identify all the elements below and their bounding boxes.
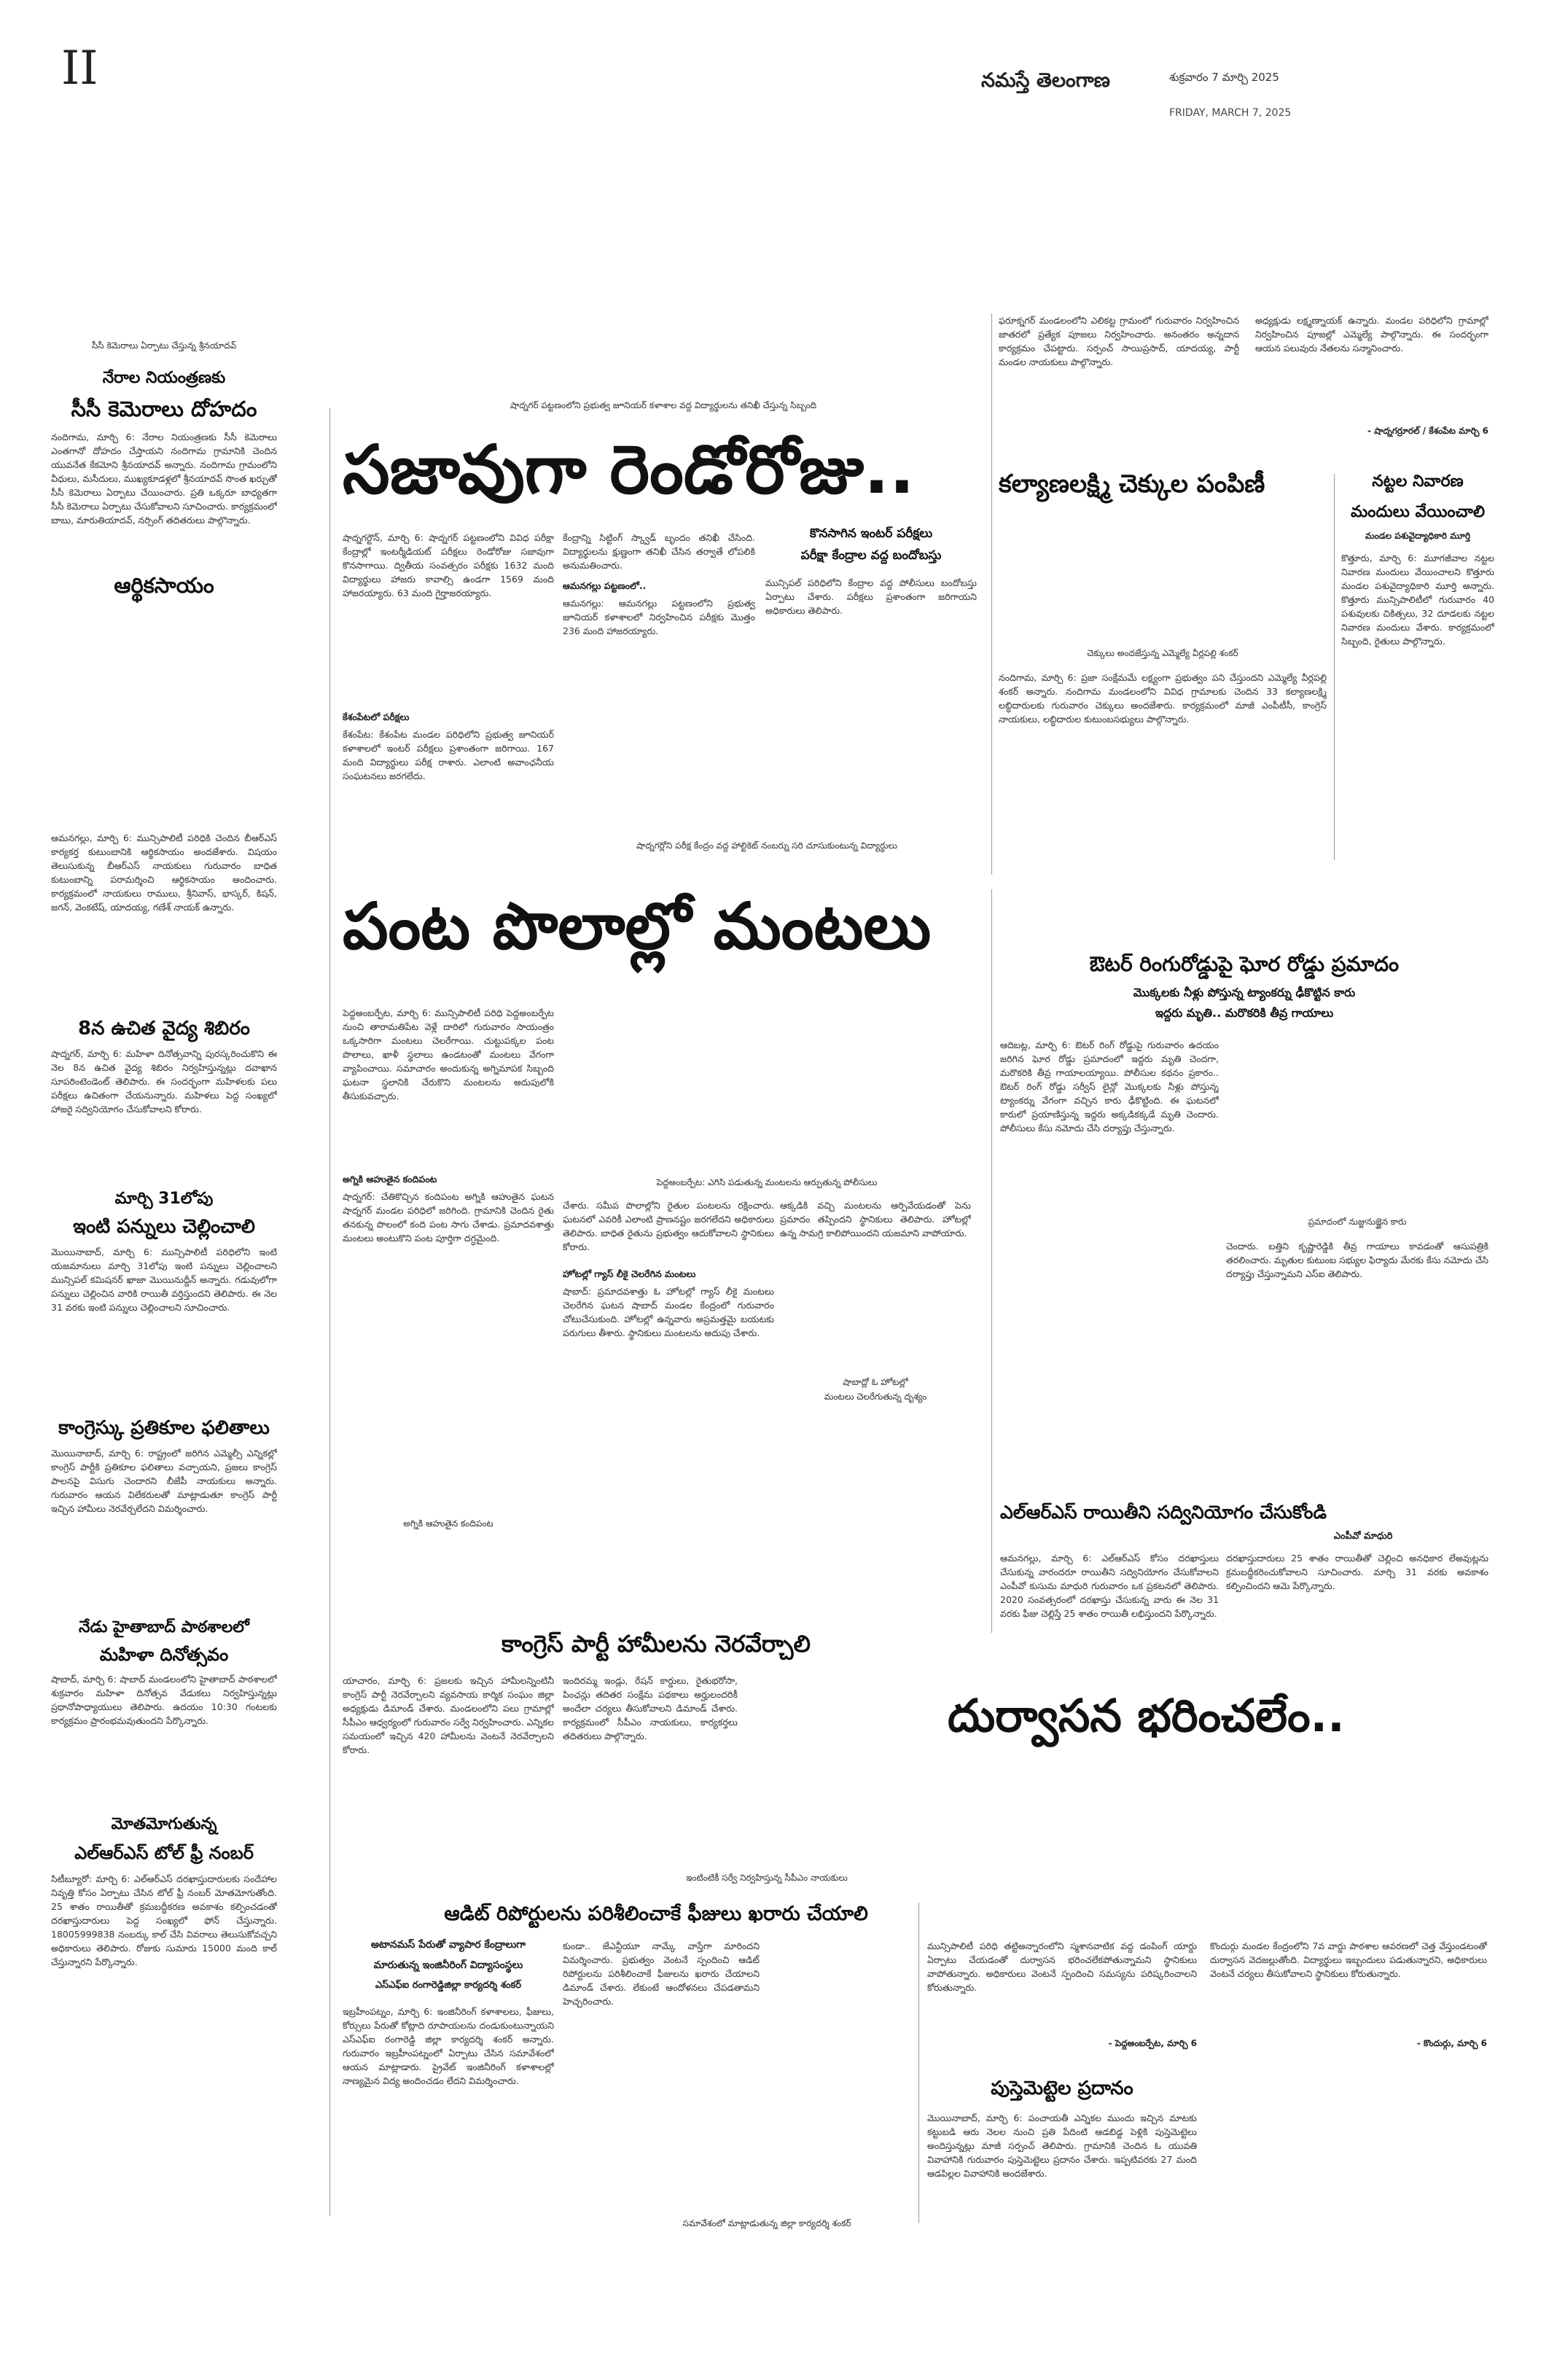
photo-caption: సమావేశంలో మాట్లాడుతున్న జిల్లా కార్యదర్శి శంకర్ [682, 2218, 851, 2228]
story-headline: ఆర్థికసాయం [114, 573, 214, 598]
story-body: నందిగామ, మార్చి 6: ప్రజా సంక్షేమమే లక్ష్యంగా ప్రభుత్వం పని చేస్తుందని ఎమ్మెల్యే వీర్లపల్లి శంకర్ అన్నారు. నందిగామ మండలంలోని వివిధ గ్రామాలకు చెందిన 33 కల్యాణలక్ష్మి లబ్ధిదారులకు గురువారం చెక్కులు అందజేశారు. కార్యక్రమంలో మాజీ ఎంపీటీసీ, కాంగ్రెస్ నాయకులు, లబ్ధిదారుల కుటుంబసభ్యులు పాల్గొన్నారు. [999, 672, 1327, 725]
story-subhead: ఎంపీవో మాధురి [1333, 1531, 1393, 1542]
story-body: మొయినాబాద్, మార్చి 6: మున్సిపాలిటీ పరిధిలోని ఇంటి యజమానులు మార్చి 31లోపు ఇంటి పన్నులు చెల్లించాలని మున్సిపల్ కమిషనర్ ఖాజా మొయినుద్దీన్ అన్నారు. గడువులోగా పన్నులు చెల్లించిన వారికి రాయితీ వర్తిస్తుందని తెలిపారు. ఈ నెల 31 వరకు ఇంటి పన్నులు చెల్లించాలని సూచించారు. [51, 1246, 277, 1313]
column-divider [991, 889, 992, 1633]
story-subhead: ఆమనగల్లు పట్టణంలో.. [563, 580, 647, 591]
story-kicker: నేడు హైతాబాద్ పాఠశాలలో [79, 1618, 249, 1636]
story-subhead: అటానమస్ పేరుతో వ్యాపార కేంద్రాలుగా [370, 1939, 526, 1951]
story-body: పెద్దఅంబర్పేట, మార్చి 6: మున్సిపాలిటీ పరిధి పెద్దఅంబర్పేట నుంచి తారామతిపేట వెళ్లే దారిలో గురువారం సాయంత్రం ఒక్కసారిగా మంటలు చెలరేగాయి. చుట్టుపక్కల పంట పొలాలు, ఖాళీ స్థలాలు ఉండటంతో మంటలు వేగంగా వ్యాపించాయి. సమాచారం అందుకున్న అగ్నిమాపక సిబ్బంది ఘటనా స్థలానికి చేరుకొని మంటలను అదుపులోకి తీసుకువచ్చారు. [343, 1007, 554, 1101]
story-headline: కాంగ్రెస్కు ప్రతికూల ఫలితాలు [58, 1417, 270, 1439]
photo-caption: సీసీ కెమెరాలు ఏర్పాటు చేస్తున్న శ్రీనయాదవ్ [91, 340, 237, 351]
story-body: ఫరూక్నగర్ మండలంలోని ఎలికట్ట గ్రామంలో గురువారం నిర్వహించిన జాతరలో ప్రత్యేక పూజలు నిర్వహించారు. అనంతరం అన్నదాన కార్యక్రమం చేపట్టారు. సర్పంచ్ సాయిప్రసాద్, యాదయ్య, పార్టీ మండల నాయకులు పాల్గొన్నారు. [999, 315, 1239, 367]
story-body: మొయినాబాద్, మార్చి 6: పంచాయతీ ఎన్నికల ముందు ఇచ్చిన మాటకు కట్టుబడి ఆరు నెలల నుంచి ప్రతి పేదింటి ఆడబిడ్డ పెళ్లికి పుస్తెమెట్టెలు అందిస్తున్నట్లు మాజీ సర్పంచ్ తెలిపారు. గ్రామానికి చెందిన ఓ యువతి వివాహానికి గురువారం పుస్తెమెట్టెలు ప్రదానం చేశారు. ఇప్పటివరకు 27 మంది ఆడపిల్లల వివాహానికి అందజేశారు. [927, 2112, 1197, 2179]
story-subhead: ఎస్ఎఫ్ఐ రంగారెడ్డిజిల్లా కార్యదర్శి శంకర్ [375, 1980, 522, 1991]
news-photo [563, 649, 971, 831]
main-headline: దుర్వాసన భరించలేం.. [948, 1689, 1345, 1742]
photo-caption: చెక్కులు అందజేస్తున్న ఎమ్మెల్యే వీర్లపల్లి శంకర్ [1087, 648, 1238, 658]
photo-caption: షాద్నగర్లోని పరీక్ష కేంద్రం వద్ద హాల్టికెట్ నంబర్ను సరి చూసుకుంటున్న విద్యార్థులు [636, 840, 898, 851]
story-subhead: అగ్నికి ఆహుతైన కందిపంట [343, 1174, 437, 1185]
story-body: ఇబ్రహీంపట్నం, మార్చి 6: ఇంజినీరింగ్ కళాశాలలు, ఫీజులు, కోర్సులు పేరుతో కోట్లాది రూపాయలను దండుకుంటున్నాయని ఎస్ఎఫ్ఐ రంగారెడ్డి జిల్లా కార్యదర్శి శంకర్ అన్నారు. గురువారం ఇబ్రహీంపట్నంలో ఏర్పాటు చేసిన సమావేశంలో ఆయన మాట్లాడారు. ప్రైవేట్ ఇంజినీరింగ్ కళాశాలల్లో నాణ్యమైన విద్య అందించడం లేదని విమర్శించారు. [343, 2006, 554, 2086]
news-photo [780, 1271, 971, 1373]
side-headline: కొనసాగిన ఇంటర్ పరీక్షలు [809, 526, 933, 541]
story-body: షాద్నగర్, మార్చి 6: మహిళా దినోత్సవాన్ని పురస్కరించుకొని ఈ నెల 8న ఉచిత వైద్య శిబిరం నిర్వహిస్తున్నట్లు దవాఖాన సూపరింటెండెంట్ తెలిపారు. ఈ సందర్భంగా మహిళలకు పలు పరీక్షలు ఉచితంగా చేయనున్నారు. మహిళలు పెద్ద సంఖ్యలో హాజరై సద్వినియోగం చేసుకోవాలని కోరారు. [51, 1048, 277, 1115]
story-body: ఆదిబట్ల, మార్చి 6: ఔటర్ రింగ్ రోడ్డుపై గురువారం ఉదయం జరిగిన ఘోర రోడ్డు ప్రమాదంలో ఇద్దరు మృతి చెందగా, మరొకరికి తీవ్ర గాయాలయ్యాయి. పోలీసుల కథనం ప్రకారం.. ఔటర్ రింగ్ రోడ్డు సర్వీస్ లైన్లో మొక్కలకు నీళ్లు పోస్తున్న ట్యాంకర్ను వేగంగా వచ్చిన కారు ఢీకొట్టింది. ఈ ఘటనలో కారులో ప్రయాణిస్తున్న ఇద్దరు అక్కడికక్కడే మృతి చెందారు. పోలీసులు కేసు నమోదు చేసి దర్యాప్తు చేస్తున్నారు. [1000, 1039, 1219, 1134]
story-headline: పుస్తెమెట్టెల ప్రదానం [991, 2077, 1133, 2099]
photo-caption: పెద్దఅంబర్పేట: ఎగిసి పడుతున్న మంటలను ఆర్పుతున్న పోలీసులు [656, 1177, 878, 1187]
date-english: FRIDAY, MARCH 7, 2025 [1169, 107, 1292, 119]
news-photo [999, 510, 1327, 634]
story-headline: మహిళా దినోత్సవం [99, 1644, 229, 1665]
story-body: నందిగామ, మార్చి 6: నేరాల నియంత్రణకు సీసీ కెమెరాలు ఎంతగానో దోహదం చేస్తాయని నందిగామ గ్రామానికి చెందిన యువనేత కేకమోని శ్రీనయాదవ్ అన్నారు. నందిగామ గ్రామంలోని వీధులు, మసీదులు, ముఖ్యకూడళ్లలో శ్రీనయాదవ్ సొంత ఖర్చుతో సీసీ కెమెరాలు ఏర్పాటు చేయించారు. ప్రతి ఒక్కరూ బాధ్యతగా సీసీ కెమెరాలు ఏర్పాటు చేసుకోవాలని సూచించారు. కార్యక్రమంలో బాబు, మారుతియాదవ్, నర్సింగ్ తదితరులు పాల్గొన్నారు. [51, 432, 277, 526]
masthead-logo: నమస్తే తెలంగాణ [981, 69, 1110, 92]
story-headline: ఔటర్ రింగురోడ్డుపై ఘోర రోడ్డు ప్రమాదం [1089, 952, 1400, 976]
news-photo [343, 1276, 554, 1494]
photo-caption: ప్రమాదంలో నుజ్జునుజ్జైన కారు [1308, 1217, 1407, 1227]
story-body: చెందారు. బత్తిని కృష్ణారెడ్డికి తీవ్ర గాయాలు కావడంతో ఆసుపత్రికి తరలించారు. మృతుల కుటుంబ సభ్యుల ఫిర్యాదు మేరకు కేసు నమోదు చేసి దర్యాప్తు చేస్తున్నామని ఎస్ఐ తెలిపారు. [1226, 1241, 1488, 1279]
byline: - పెద్దఅంబర్పేట, మార్చి 6 [1108, 2038, 1197, 2048]
news-photo [948, 1757, 1487, 1932]
story-body: యాచారం, మార్చి 6: ప్రజలకు ఇచ్చిన హామీలన్నింటినీ కాంగ్రెస్ పార్టీ నెరవేర్చాలని వ్యవసాయ కార్మిక సంఘం జిల్లా అధ్యక్షుడు డిమాండ్ చేశారు. మండలంలోని పలు గ్రామాల్లో సీపీఎం ఆధ్వర్యంలో గురువారం సర్వే నిర్వహించారు. ఎన్నికల సమయంలో ఇచ్చిన 420 హామీలను వెంటనే నెరవేర్చాలని కోరారు. [343, 1675, 554, 1755]
story-subhead: ఇద్దరు మృతి.. మరొకరికి తీవ్ర గాయాలు [1155, 1006, 1334, 1020]
side-headline: పరీక్షా కేంద్రాల వద్ద బందోబస్తు [800, 548, 942, 563]
column-divider [329, 408, 330, 2216]
story-subhead: మండల పశువైద్యాధికారి మూర్తి [1365, 531, 1471, 541]
news-photo [1210, 2077, 1487, 2223]
story-body: షాబాద్, మార్చి 6: షాబాద్ మండలంలోని హైతాబాద్ పాఠశాలలో శుక్రవారం మహిళా దినోత్సవ వేడుకలు నిర్వహిస్తున్నట్లు ప్రధానోపాధ్యాయులు తెలిపారు. ఉదయం 10:30 గంటలకు కార్యక్రమం ప్రారంభమవుతుందని పేర్కొన్నారు. [51, 1674, 277, 1726]
photo-caption: షాద్నగర్ పట్టణంలోని ప్రభుత్వ జూనియర్ కళాశాల వద్ద విద్యార్థులను తనిఖీ చేస్తున్న సిబ్బంది [510, 400, 817, 410]
story-body: కుండా.. జేఎన్టీయూ నామ్కే వాస్తేగా మారిందని విమర్శించారు. ప్రభుత్వం వెంటనే స్పందించి ఆడిట్ రిపోర్టులను పరిశీలించాకే ఫీజులను ఖరారు చేయాలని డిమాండ్ చేశారు. లేకుంటే ఆందోళనలు చేపడతామని హెచ్చరించారు. [563, 1940, 760, 2007]
story-headline: ఆడిట్ రిపోర్టులను పరిశీలించాకే ఫీజులు ఖరారు చేయాలి [444, 1903, 868, 1925]
story-headline: కల్యాణలక్ష్మి చెక్కుల పంపిణీ [999, 469, 1265, 499]
story-body: చేశారు. సమీప పొలాల్లోని రైతుల పంటలను రక్షించారు. ఘటనలో ఎవరికీ ఎలాంటి ప్రాణనష్టం జరగలేదని అధికారులు తెలిపారు. బాధిత రైతును ప్రభుత్వం ఆదుకోవాలని స్థానికులు కోరారు. [563, 1200, 774, 1252]
page-number: II [61, 42, 98, 95]
story-kicker: మార్చి 31లోపు [114, 1190, 214, 1208]
story-body: ఆక్కడికి వచ్చి మంటలను ఆర్పివేయడంతో పెను ప్రమాదం తప్పిందని స్థానికులు తెలిపారు. హోటల్లో ఉన్న సామగ్రి కాలిపోయిందని యజమాని వాపోయారు. [780, 1200, 971, 1238]
news-photo [563, 2063, 971, 2201]
story-headline: సీసీ కెమెరాలు దోహదం [71, 397, 257, 421]
story-body: మున్సిపల్ పరిధిలోని కేంద్రాల వద్ద పోలీసులు బందోబస్తు ఏర్పాటు చేశారు. పరీక్షలు ప్రశాంతంగా జరిగాయని అధికారులు తెలిపారు. [765, 577, 977, 616]
story-body: సిటీబ్యూరో: మార్చి 6: ఎల్ఆర్ఎస్ దరఖాస్తుదారులకు సందేహాల నివృత్తి కోసం ఏర్పాటు చేసిన టోల్ ఫ్రీ నంబర్ మోతమోగుతోంది. 25 శాతం రాయితీతో క్రమబద్ధీకరణ అవకాశం కల్పించడంతో దరఖాస్తుదారులు పెద్ద సంఖ్యలో ఫోన్ చేస్తున్నారు. 18005999838 నంబర్కు కాల్ చేసి వివరాలు తెలుసుకోవచ్చని అధికారులు తెలిపారు. రోజుకు సుమారు 15000 మంది కాల్ చేస్తున్నారని పేర్కొన్నారు. [51, 1873, 277, 1967]
story-subhead: హోటల్లో గ్యాస్ లీకై చెలరేగిన మంటలు [563, 1268, 696, 1279]
story-body: షాద్నగర్టౌన్, మార్చి 6: షాద్నగర్ పట్టణంలోని వివిధ పరీక్షా కేంద్రాల్లో ఇంటర్మీడియట్ పరీక్షలు రెండోరోజు సజావుగా కొనసాగాయి. ద్వితీయ సంవత్సరం పరీక్షకు 1632 మంది విద్యార్థులు హాజరు కావాల్సి ఉండగా 1569 మంది హాజరయ్యారు. 63 మంది గైర్హాజరయ్యారు. [343, 532, 554, 598]
column-divider [918, 1903, 919, 2223]
story-body: కొత్తూరు, మార్చి 6: మూగజీవాల నట్టల నివారణ మందులు వేయించాలని కొత్తూరు మండల పశువైద్యాధికారి మూర్తి అన్నారు. కొత్తూరు మున్సిపాలిటీలో గురువారం 40 పశువులకు చికిత్సలు, 32 దూడలకు నట్టల నివారణ మందులు వేశారు. కార్యక్రమంలో సిబ్బంది, రైతులు పాల్గొన్నారు. [1341, 553, 1494, 647]
story-subhead: మొక్కలకు నీళ్లు పోస్తున్న ట్యాంకర్ను ఢీకొట్టిన కారు [1133, 986, 1356, 999]
news-photo [563, 1006, 971, 1166]
story-subhead: కేశంపేటలో పరీక్షలు [343, 711, 410, 722]
photo-caption: మంటలు చెలరేగుతున్న దృశ్యం [824, 1392, 927, 1402]
story-body: మొయినాబాద్, మార్చి 6: రాష్ట్రంలో జరిగిన ఎమ్మెల్సీ ఎన్నికల్లో కాంగ్రెస్ పార్టీకి ప్రతికూల ఫలితాలు వచ్చాయని, ప్రజలు కాంగ్రెస్ పాలనపై విసుగు చెందారని బీజేపీ నాయకులు అన్నారు. గురువారం ఆయన విలేకరులతో మాట్లాడుతూ కాంగ్రెస్ పార్టీ ఇచ్చిన హామీలు నెరవేర్చలేదని విమర్శించారు. [51, 1448, 277, 1514]
news-photo [745, 1674, 971, 1863]
story-body: కేశంపేట: కేశంపేట మండల పరిధిలోని ప్రభుత్వ జూనియర్ కళాశాలలో ఇంటర్ పరీక్షలు ప్రశాంతంగా జరిగాయి. 167 మంది విద్యార్థులు పరీక్ష రాశారు. ఎలాంటి అవాంఛనీయ సంఘటనలు జరగలేదు. [343, 729, 554, 781]
story-body: ఆమనగల్లు, మార్చి 6: ఎల్ఆర్ఎస్ కోసం దరఖాస్తులు చేసుకున్న వారందరూ రాయితీని సద్వినియోగం చేసుకోవాలని ఎంపీవో కుసుమ మాధురి గురువారం ఒక ప్రకటనలో తెలిపారు. 2020 సంవత్సరంలో దరఖాస్తు చేసుకున్న వారు ఈ నెల 31 వరకు ఫీజు చెల్లిస్తే 25 శాతం రాయితీ లభిస్తుందని పేర్కొన్నారు. [1000, 1553, 1219, 1619]
story-body: మున్సిపాలిటీ పరిధి తట్టిఅన్నారంలోని స్మశానవాటిక వద్ద డంపింగ్ యార్డు ఏర్పాటు చేయడంతో దుర్వాసన భరించలేకపోతున్నామని స్థానికులు వాపోతున్నారు. అధికారులు వెంటనే స్పందించి సమస్యను పరిష్కరించాలని కోరుతున్నారు. [927, 1940, 1197, 1993]
story-headline: కాంగ్రెస్ పార్టీ హామీలను నెరవేర్చాలి [502, 1630, 811, 1658]
main-headline: పంట పొలాల్లో మంటలు [343, 889, 932, 964]
story-subhead: మారుతున్న ఇంజినీరింగ్ విద్యాసంస్థలు [373, 1959, 523, 1971]
story-kicker: మోతమోగుతున్న [111, 1815, 217, 1833]
story-body: షాబాద్: ప్రమాదవశాత్తు ఓ హోటల్లో గ్యాస్ లీకై మంటలు చెలరేగిన ఘటన షాబాద్ మండల కేంద్రంలో గురువారం చోటుచేసుకుంది. హోటల్లో ఉన్నవారు అప్రమత్తమై బయటకు పరుగులు తీశారు. స్థానికులు మంటలను అదుపు చేశారు. [563, 1286, 774, 1338]
story-headline: మందులు వేయించాలి [1351, 503, 1485, 521]
story-kicker: నేరాల నియంత్రణకు [102, 369, 226, 387]
byline: - కొందుర్గు, మార్చి 6 [1416, 2038, 1487, 2048]
news-photo [51, 612, 277, 824]
photo-caption: ఇంటింటికీ సర్వే నిర్వహిస్తున్న సీపీఎం నాయకులు [686, 1873, 848, 1883]
main-headline: సజావుగా రెండోరోజు.. [343, 431, 915, 509]
story-body: ఆమనగల్లు: ఆమనగల్లు పట్టణంలోని ప్రభుత్వ జూనియర్ కళాశాలలో నిర్వహించిన పరీక్షకు మొత్తం 236 మంది హాజరయ్యారు. [563, 598, 755, 636]
story-body: అధ్యక్షుడు లక్ష్మణ్నాయక్ ఉన్నారు. మండల పరిధిలోని గ్రామాల్లో నిర్వహించిన పూజల్లో ఎమ్మెల్యే పాల్గొన్నారు. ఈ సందర్భంగా ఆయన పలువురు నేతలను సన్మానించారు. [1255, 315, 1488, 354]
news-photo [1226, 1038, 1488, 1206]
news-photo [343, 138, 984, 379]
byline: - షాద్నగర్రూరల్ / కేశంపేట మార్చి 6 [1367, 426, 1488, 436]
story-body: దరఖాస్తుదారులు 25 శాతం రాయితీతో చెల్లించి అనధికార లేఅవుట్లను క్రమబద్ధీకరించుకోవాలని సూచించారు. మార్చి 31 వరకు అవకాశం కల్పించిందని ఆమె పేర్కొన్నారు. [1226, 1553, 1488, 1591]
photo-caption: షాబాద్లో ఓ హోటల్లో [843, 1377, 908, 1387]
story-headline: ఇంటి పన్నులు చెల్లించాలి [73, 1216, 255, 1238]
story-body: కొందుర్గు మండల కేంద్రంలోని 7వ వార్డు పాఠశాల ఆవరణలో చెత్త వేస్తుండటంతో దుర్వాసన వెదజల్లుతోంది. విద్యార్థులు ఇబ్బందులు పడుతున్నారని, అధికారులు వెంటనే చర్యలు తీసుకోవాలని స్థానికులు కోరుతున్నారు. [1210, 1940, 1487, 1979]
story-body: షాద్నగర్: చేతికొచ్చిన కందిపంట అగ్నికి ఆహుతైన ఘటన షాద్నగర్ మండల పరిధిలో జరిగింది. గ్రామానికి చెందిన రైతు తనకున్న పొలంలో కంది పంట సాగు చేశాడు. ప్రమాదవశాత్తు మంటలు అంటుకొని పంట పూర్తిగా దగ్ధమైంది. [343, 1191, 554, 1244]
story-body: కేంద్రాన్ని సిట్టింగ్ స్క్వాడ్ బృందం తనిఖీ చేసింది. విద్యార్థులను క్షుణ్ణంగా తనిఖీ చేసిన తర్వాతే లోపలికి అనుమతించారు. [563, 532, 755, 571]
story-body: ఆమనగల్లు, మార్చి 6: మున్సిపాలిటీ పరిధికి చెందిన బీఆర్ఎస్ కార్యకర్త కుటుంబానికి ఆర్థికసాయం అందజేశారు. విషయం తెలుసుకున్న బీఆర్ఎస్ నాయకులు గురువారం బాధిత కుటుంబాన్ని పరామర్శించి ఆర్థికసాయం అందించారు. కార్యక్రమంలో నాయకులు రాములు, శ్రీనివాస్, భాస్కర్, కిషన్, జగన్, వెంకటేష్, యాదయ్య, గణేశ్ నాయక్ ఉన్నారు. [51, 832, 277, 913]
story-kicker: నట్టల నివారణ [1372, 472, 1464, 491]
story-body: ఇందిరమ్మ ఇండ్లు, రేషన్ కార్డులు, రైతుభరోసా, పింఛన్లు తదితర సంక్షేమ పథకాలు అర్హులందరికీ అందేలా చర్యలు తీసుకోవాలని డిమాండ్ చేశారు. కార్యక్రమంలో సీపీఎం నాయకులు, కార్యకర్తలు తదితరులు పాల్గొన్నారు. [563, 1675, 738, 1741]
story-headline: ఎల్ఆర్ఎస్ టోల్ ఫ్రీ నంబర్ [74, 1843, 254, 1863]
column-divider [991, 313, 992, 875]
date-telugu: శుక్రవారం 7 మార్చి 2025 [1169, 71, 1279, 84]
photo-caption: అగ్నికి ఆహుతైన కందిపంట [403, 1518, 493, 1529]
column-divider [1334, 474, 1335, 860]
story-headline: ఎల్ఆర్ఎస్ రాయితీని సద్వినియోగం చేసుకోండి [1000, 1502, 1327, 1523]
story-headline: 8న ఉచిత వైద్య శిబిరం [78, 1018, 250, 1039]
